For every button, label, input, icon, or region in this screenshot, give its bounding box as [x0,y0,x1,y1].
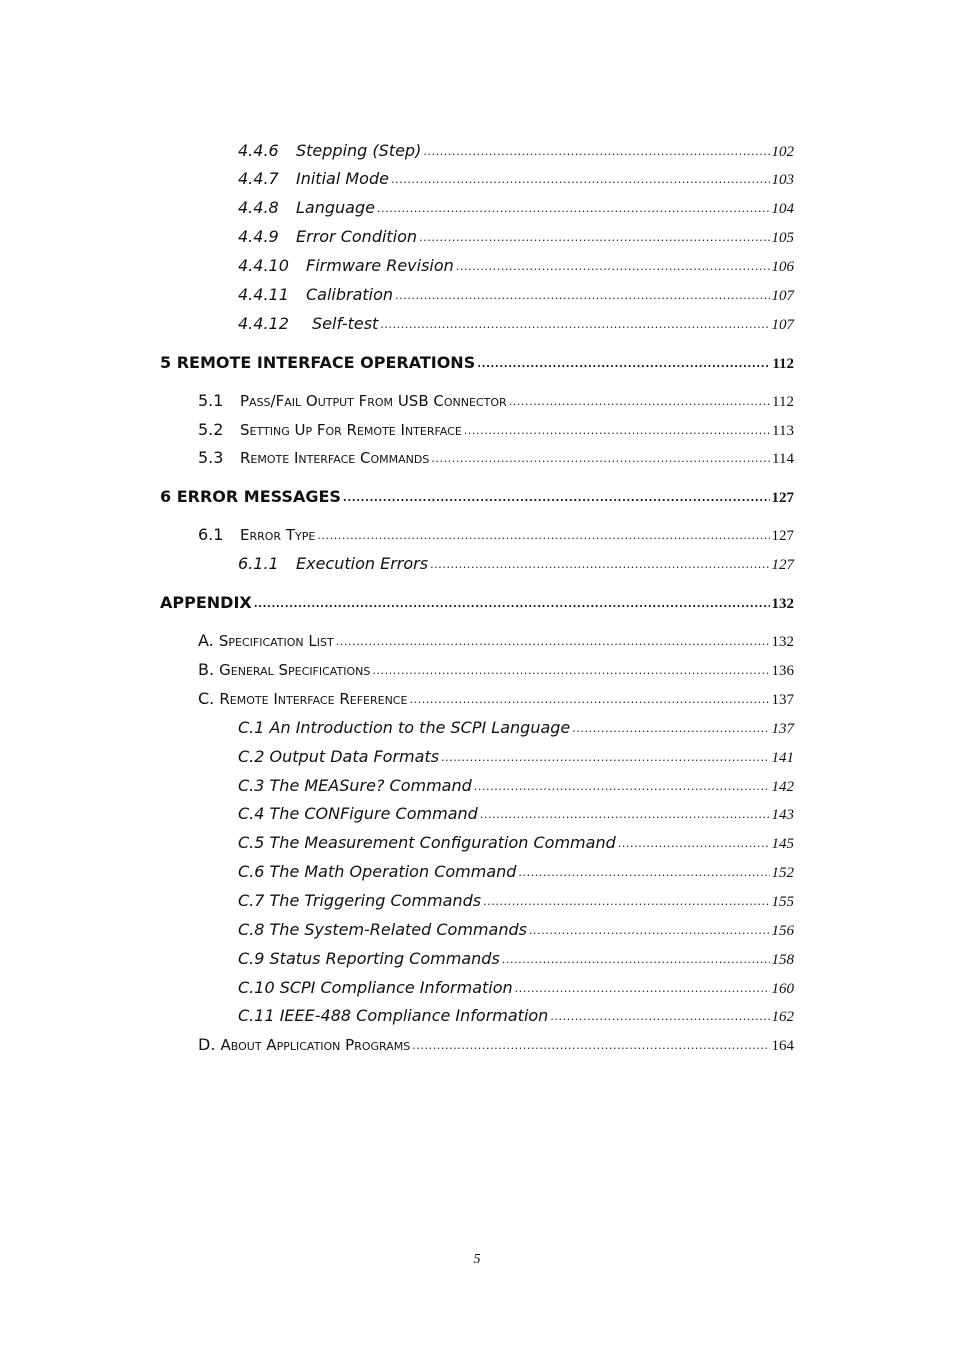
page-ref: 160 [771,981,794,997]
toc-entry[interactable] [238,833,794,853]
toc-entry[interactable] [238,285,794,305]
dot-leader [391,173,770,186]
toc-entry[interactable] [238,718,794,738]
section-number: 5.3 [198,448,224,467]
page-ref: 155 [771,894,794,910]
toc-section[interactable] [198,420,794,440]
section-title: C.1 An Introduction to the SCPI Language [238,718,571,737]
page-ref: 102 [771,144,794,160]
dot-leader [380,318,769,331]
toc-entry[interactable] [238,891,794,911]
page-ref: 156 [771,923,794,939]
dot-leader [529,924,770,937]
dot-leader [572,722,769,735]
section-title: Setting Up For Remote Interface [240,421,462,439]
section-number: 5.2 [198,420,224,439]
dot-leader [550,1010,769,1023]
toc-entry[interactable] [238,169,794,189]
section-title: Firmware Revision [306,256,454,275]
section-title: Stepping (Step) [296,141,422,160]
section-title: Language [296,198,375,217]
page-ref: 143 [771,807,794,823]
toc-section[interactable] [198,448,794,468]
appendix-prefix: A. [198,631,214,650]
toc-entry[interactable] [238,1006,794,1026]
dot-leader [483,895,769,908]
section-title: C.5 The Measurement Configuration Command [238,833,616,852]
dot-leader [412,1039,769,1052]
appendix-prefix: C. [198,689,215,708]
toc-entry[interactable] [238,314,794,334]
toc-section[interactable] [198,391,794,411]
section-title: C.2 Output Data Formats [238,747,440,766]
page-ref: 105 [771,230,794,246]
section-title: Initial Mode [296,169,389,188]
page-ref: 112 [772,394,794,410]
section-title: C.10 SCPI Compliance Information [238,978,513,997]
toc-section[interactable] [198,689,794,709]
dot-leader [423,145,769,158]
page-ref: 158 [771,952,794,968]
page-ref: 112 [772,356,794,372]
dot-leader [618,837,770,850]
page-ref: 106 [771,259,794,275]
dot-leader [395,289,769,302]
page-ref: 127 [771,557,794,573]
toc-entry[interactable] [238,862,794,882]
toc-section[interactable] [198,1035,794,1055]
toc-chapter[interactable] [160,353,794,373]
section-title: Specification List [218,632,334,650]
page-ref: 142 [771,779,794,795]
section-title: Calibration [306,285,394,304]
page-ref: 136 [771,663,794,679]
dot-leader [441,751,769,764]
dot-leader [509,395,770,408]
toc-chapter[interactable] [160,487,794,507]
page-number: 5 [473,1252,481,1267]
section-title: Self-test [312,314,379,333]
section-title: Error Condition [296,227,418,246]
page-ref: 132 [771,634,794,650]
dot-leader [515,982,770,995]
chapter-title: 6 ERROR MESSAGES [160,487,341,506]
page-ref: 114 [772,451,794,467]
toc-section[interactable] [198,660,794,680]
toc-section[interactable] [198,631,794,651]
section-number: 6.1 [198,525,224,544]
section-title: C.7 The Triggering Commands [238,891,482,910]
page-ref: 141 [771,750,794,766]
page-ref: 145 [771,836,794,852]
section-title: C.6 The Math Operation Command [238,862,517,881]
toc-entry[interactable] [238,978,794,998]
toc-entry[interactable] [238,747,794,767]
dot-leader [474,780,770,793]
dot-leader [480,808,770,821]
dot-leader [317,529,769,542]
chapter-title: 5 REMOTE INTERFACE OPERATIONS [160,353,476,372]
section-number: 6.1.1 [238,554,279,573]
toc-entry[interactable] [238,804,794,824]
page-ref: 104 [771,201,794,217]
page-ref: 137 [771,692,794,708]
section-title: About Application Programs [220,1036,411,1054]
toc-entry[interactable] [238,227,794,247]
dot-leader [430,558,769,571]
section-title: General Specifications [219,661,371,679]
dot-leader [336,635,770,648]
dot-leader [377,202,770,215]
toc-entry[interactable] [238,198,794,218]
dot-leader [477,357,770,370]
toc-entry[interactable] [238,920,794,940]
dot-leader [502,953,770,966]
section-title: Remote Interface Reference [219,690,408,708]
toc-entry[interactable] [238,141,794,161]
section-title: Error Type [240,526,316,544]
section-title: Remote Interface Commands [240,449,430,467]
appendix-prefix: D. [198,1035,216,1054]
dot-leader [419,231,769,244]
toc-entry[interactable] [238,949,794,969]
appendix-prefix: B. [198,660,215,679]
section-number: 4.4.9 [238,227,279,246]
section-number: 4.4.12 [238,314,289,333]
dot-leader [343,491,770,504]
section-title: Execution Errors [296,554,429,573]
toc-entry[interactable] [238,776,794,796]
section-title: Pass/Fail Output From USB Connector [240,392,507,410]
dot-leader [464,424,770,437]
section-number: 5.1 [198,391,224,410]
section-title: C.9 Status Reporting Commands [238,949,500,968]
dot-leader [431,452,770,465]
section-number: 4.4.6 [238,141,279,160]
page-ref: 113 [772,423,794,439]
section-title: C.8 The System-Related Commands [238,920,527,939]
page-ref: 137 [771,721,794,737]
dot-leader [254,597,770,610]
page-ref: 164 [771,1038,794,1054]
page-ref: 132 [771,596,794,612]
section-number: 4.4.7 [238,169,279,188]
section-title: C.4 The CONFigure Command [238,804,478,823]
toc-entry[interactable] [238,256,794,276]
section-number: 4.4.11 [238,285,289,304]
page-ref: 107 [771,317,794,333]
section-title: C.11 IEEE-488 Compliance Information [238,1006,549,1025]
page-ref: 103 [771,172,794,188]
page-ref: 152 [771,865,794,881]
page-ref: 127 [771,490,794,506]
dot-leader [372,664,769,677]
page-ref: 127 [771,528,794,544]
page-ref: 162 [771,1009,794,1025]
section-number: 4.4.10 [238,256,289,275]
toc-entry[interactable] [238,554,794,574]
toc-chapter[interactable] [160,593,794,613]
chapter-title: APPENDIX [160,593,252,612]
dot-leader [409,693,769,706]
page-ref: 107 [771,288,794,304]
toc-section[interactable] [198,525,794,545]
dot-leader [456,260,770,273]
section-number: 4.4.8 [238,198,279,217]
section-title: C.3 The MEASure? Command [238,776,472,795]
dot-leader [518,866,769,879]
